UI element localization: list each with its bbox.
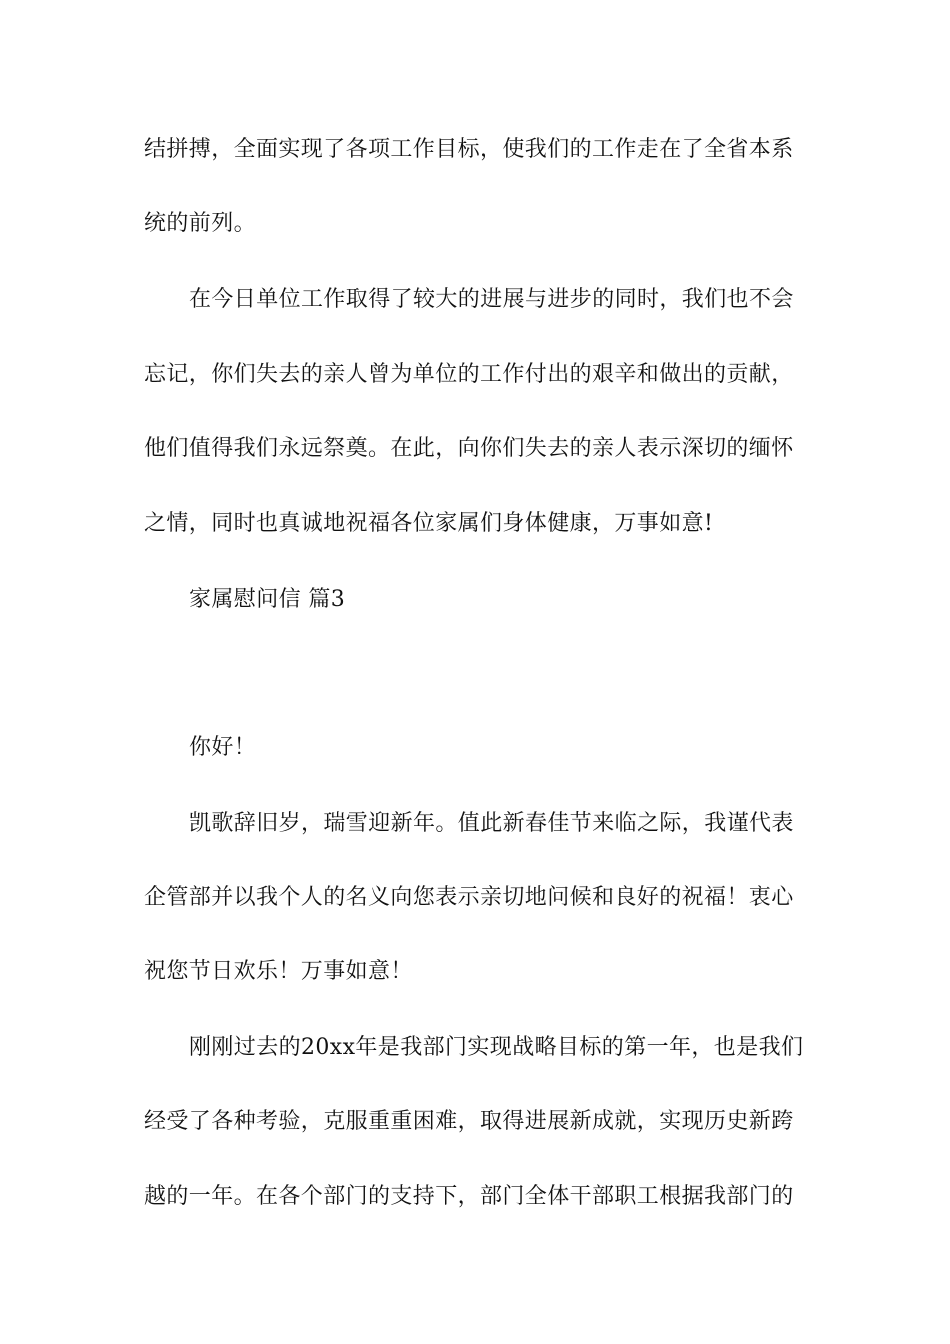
paragraph-3-line-1: 凯歌辞旧岁，瑞雪迎新年。值此新春佳节来临之际，我谨代表 [189, 811, 794, 836]
greeting: 你好！ [189, 735, 257, 760]
paragraph-3-line-3: 祝您节日欢乐！万事如意！ [144, 959, 413, 984]
paragraph-2-line-3: 他们值得我们永远祭奠。在此，向你们失去的亲人表示深切的缅怀 [144, 436, 794, 461]
paragraph-1-line-2: 统的前列。 [144, 211, 257, 236]
section-title: 家属慰问信 篇3 [189, 587, 346, 612]
paragraph-4-line-1: 刚刚过去的20xx年是我部门实现战略目标的第一年，也是我们 [189, 1035, 804, 1060]
paragraph-2-line-1: 在今日单位工作取得了较大的进展与进步的同时，我们也不会 [189, 287, 794, 312]
paragraph-4-line-3: 越的一年。在各个部门的支持下，部门全体干部职工根据我部门的 [144, 1184, 794, 1209]
paragraph-2-line-4: 之情，同时也真诚地祝福各位家属们身体健康，万事如意! [144, 511, 714, 536]
paragraph-4-line-2: 经受了各种考验，克服重重困难，取得进展新成就，实现历史新跨 [144, 1109, 794, 1134]
paragraph-1-line-1: 结拼搏，全面实现了各项工作目标，使我们的工作走在了全省本系 [144, 137, 794, 162]
paragraph-3-line-2: 企管部并以我个人的名义向您表示亲切地问候和良好的祝福！衷心 [144, 885, 794, 910]
paragraph-2-line-2: 忘记，你们失去的亲人曾为单位的工作付出的艰辛和做出的贡献， [144, 362, 794, 387]
